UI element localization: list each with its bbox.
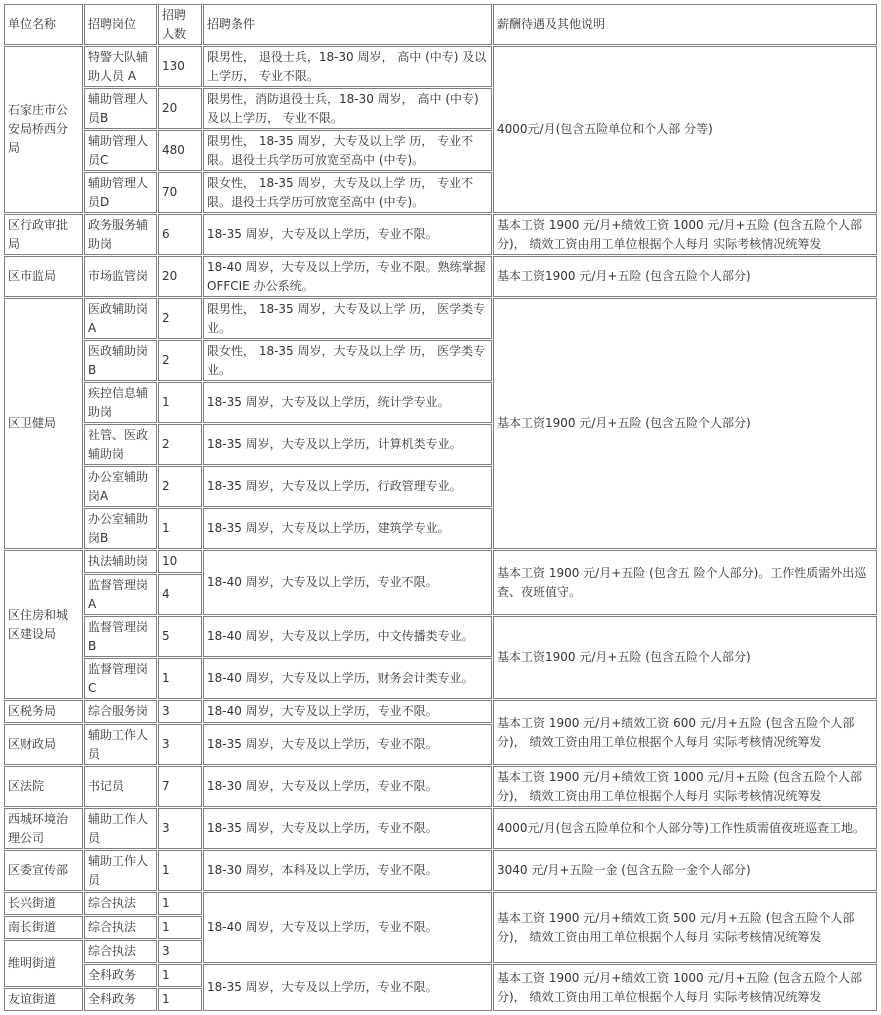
position-cell: 辅助管理人员B — [84, 88, 157, 129]
position-cell: 疾控信息辅助岗 — [84, 382, 157, 423]
count-cell: 3 — [158, 724, 202, 765]
requirements-cell: 限男性， 18-35 周岁，大专及以上学 历， 医学类专业。 — [203, 298, 492, 339]
unit-cell: 区法院 — [4, 766, 83, 807]
salary-cell: 基本工资1900 元/月+五险 (包含五险个人部分) — [493, 298, 877, 549]
count-cell: 1 — [158, 508, 202, 549]
count-cell: 480 — [158, 130, 202, 171]
count-cell: 3 — [158, 940, 202, 963]
unit-cell: 西城环境治理公司 — [4, 808, 83, 849]
count-cell: 1 — [158, 658, 202, 699]
count-cell: 4 — [158, 574, 202, 615]
requirements-cell: 18-35 周岁，大专及以上学历，统计学专业。 — [203, 382, 492, 423]
count-cell: 10 — [158, 550, 202, 573]
position-cell: 市场监管岗 — [84, 256, 157, 297]
count-cell: 130 — [158, 46, 202, 87]
salary-cell: 3040 元/月+五险一金 (包含五险一金个人部分) — [493, 850, 877, 891]
count-cell: 1 — [158, 964, 202, 987]
position-cell: 综合服务岗 — [84, 700, 157, 723]
requirements-cell: 18-35 周岁，大专及以上学历，行政管理专业。 — [203, 466, 492, 507]
header-salary: 薪酬待遇及其他说明 — [493, 4, 877, 45]
requirements-cell: 18-30 周岁，本科及以上学历，专业不限。 — [203, 850, 492, 891]
count-cell: 5 — [158, 616, 202, 657]
salary-cell: 基本工资 1900 元/月+绩效工资 500 元/月+五险 (包含五险个人部分)， 绩效工资由用工单位根据个人每月 实际考核情况统筹发 — [493, 892, 877, 963]
header-requirements: 招聘条件 — [203, 4, 492, 45]
requirements-cell: 18-35 周岁，大专及以上学历，专业不限。 — [203, 214, 492, 255]
requirements-cell: 18-35 周岁，大专及以上学历，专业不限。 — [203, 964, 492, 1011]
salary-cell: 4000元/月(包含五险单位和个人部 分等) — [493, 46, 877, 213]
requirements-cell: 18-35 周岁，大专及以上学历，专业不限。 — [203, 724, 492, 765]
count-cell: 2 — [158, 466, 202, 507]
position-cell: 监督管理岗A — [84, 574, 157, 615]
count-cell: 20 — [158, 88, 202, 129]
count-cell: 2 — [158, 298, 202, 339]
count-cell: 7 — [158, 766, 202, 807]
position-cell: 医政辅助岗A — [84, 298, 157, 339]
position-cell: 医政辅助岗B — [84, 340, 157, 381]
count-cell: 1 — [158, 988, 202, 1011]
requirements-cell: 限男性， 退役士兵，18-30 周岁， 高中 (中专) 及以上学历， 专业不限。 — [203, 46, 492, 87]
position-cell: 辅助工作人员 — [84, 808, 157, 849]
position-cell: 综合执法 — [84, 940, 157, 963]
count-cell: 1 — [158, 382, 202, 423]
unit-cell: 区税务局 — [4, 700, 83, 723]
position-cell: 全科政务 — [84, 988, 157, 1011]
count-cell: 6 — [158, 214, 202, 255]
unit-cell: 区委宣传部 — [4, 850, 83, 891]
position-cell: 辅助工作人员 — [84, 724, 157, 765]
salary-cell: 基本工资 1900 元/月+绩效工资 600 元/月+五险 (包含五险个人部分)， 绩效工资由用工单位根据个人每月 实际考核情况统筹发 — [493, 700, 877, 765]
position-cell: 辅助工作人员 — [84, 850, 157, 891]
salary-cell: 基本工资 1900 元/月+绩效工资 1000 元/月+五险 (包含五险个人部分)， 绩效工资由用工单位根据个人每月 实际考核情况统筹发 — [493, 964, 877, 1011]
unit-cell: 区财政局 — [4, 724, 83, 765]
unit-cell: 区市监局 — [4, 256, 83, 297]
unit-cell: 石家庄市公安局桥西分局 — [4, 46, 83, 213]
position-cell: 执法辅助岗 — [84, 550, 157, 573]
position-cell: 综合执法 — [84, 916, 157, 939]
salary-cell: 基本工资 1900 元/月+绩效工资 1000 元/月+五险 (包含五险个人部分)， 绩效工资由用工单位根据个人每月 实际考核情况统筹发 — [493, 214, 877, 255]
unit-cell: 友谊街道 — [4, 988, 83, 1011]
position-cell: 辅助管理人员C — [84, 130, 157, 171]
position-cell: 政务服务辅助岗 — [84, 214, 157, 255]
count-cell: 70 — [158, 172, 202, 213]
requirements-cell: 18-30 周岁，大专及以上学历，专业不限。 — [203, 766, 492, 807]
position-cell: 特警大队辅助人员 A — [84, 46, 157, 87]
position-cell: 全科政务 — [84, 964, 157, 987]
salary-cell: 基本工资1900 元/月+五险 (包含五险个人部分) — [493, 256, 877, 297]
unit-cell: 区住房和城区建设局 — [4, 550, 83, 699]
requirements-cell: 限女性， 18-35 周岁，大专及以上学 历， 专业不限。退役士兵学历可放宽至高中 (中专)。 — [203, 172, 492, 213]
salary-cell: 基本工资 1900 元/月+五险 (包含五 险个人部分)。工作性质需外出巡查、夜班值守。 — [493, 550, 877, 615]
header-count: 招聘人数 — [158, 4, 202, 45]
unit-cell: 长兴街道 — [4, 892, 83, 915]
count-cell: 2 — [158, 340, 202, 381]
count-cell: 3 — [158, 700, 202, 723]
requirements-cell: 18-40 周岁，大专及以上学历，专业不限。 — [203, 550, 492, 615]
count-cell: 20 — [158, 256, 202, 297]
requirements-cell: 18-40 周岁，大专及以上学历，专业不限。熟练掌握OFFCIE 办公系统。 — [203, 256, 492, 297]
requirements-cell: 限男性， 18-35 周岁，大专及以上学 历， 专业不限。退役士兵学历可放宽至高中 (中专)。 — [203, 130, 492, 171]
position-cell: 社管、医政辅助岗 — [84, 424, 157, 465]
position-cell: 综合执法 — [84, 892, 157, 915]
requirements-cell: 限女性， 18-35 周岁，大专及以上学 历， 医学类专业。 — [203, 340, 492, 381]
requirements-cell: 18-35 周岁，大专及以上学历，计算机类专业。 — [203, 424, 492, 465]
unit-cell: 区行政审批局 — [4, 214, 83, 255]
position-cell: 监督管理岗B — [84, 616, 157, 657]
count-cell: 1 — [158, 916, 202, 939]
header-position: 招聘岗位 — [84, 4, 157, 45]
salary-cell: 基本工资1900 元/月+五险 (包含五险个人部分) — [493, 616, 877, 699]
salary-cell: 基本工资 1900 元/月+绩效工资 1000 元/月+五险 (包含五险个人部分)， 绩效工资由用工单位根据个人每月 实际考核情况统筹发 — [493, 766, 877, 807]
requirements-cell: 限男性，消防退役士兵，18-30 周岁， 高中 (中专)及以上学历， 专业不限。 — [203, 88, 492, 129]
position-cell: 监督管理岗C — [84, 658, 157, 699]
unit-cell: 南长街道 — [4, 916, 83, 939]
requirements-cell: 18-35 周岁，大专及以上学历，建筑学专业。 — [203, 508, 492, 549]
count-cell: 3 — [158, 808, 202, 849]
requirements-cell: 18-40 周岁，大专及以上学历，专业不限。 — [203, 892, 492, 963]
count-cell: 1 — [158, 850, 202, 891]
requirements-cell: 18-40 周岁，大专及以上学历，财务会计类专业。 — [203, 658, 492, 699]
position-cell: 辅助管理人员D — [84, 172, 157, 213]
position-cell: 办公室辅助岗A — [84, 466, 157, 507]
position-cell: 书记员 — [84, 766, 157, 807]
unit-cell: 维明街道 — [4, 940, 83, 987]
header-unit: 单位名称 — [4, 4, 83, 45]
requirements-cell: 18-40 周岁，大专及以上学历，专业不限。 — [203, 700, 492, 723]
position-cell: 办公室辅助岗B — [84, 508, 157, 549]
requirements-cell: 18-40 周岁，大专及以上学历，中文传播类专业。 — [203, 616, 492, 657]
requirements-cell: 18-35 周岁，大专及以上学历，专业不限。 — [203, 808, 492, 849]
unit-cell: 区卫健局 — [4, 298, 83, 549]
count-cell: 2 — [158, 424, 202, 465]
salary-cell: 4000元/月(包含五险单位和个人部分等)工作性质需值夜班巡查工地。 — [493, 808, 877, 849]
count-cell: 1 — [158, 892, 202, 915]
